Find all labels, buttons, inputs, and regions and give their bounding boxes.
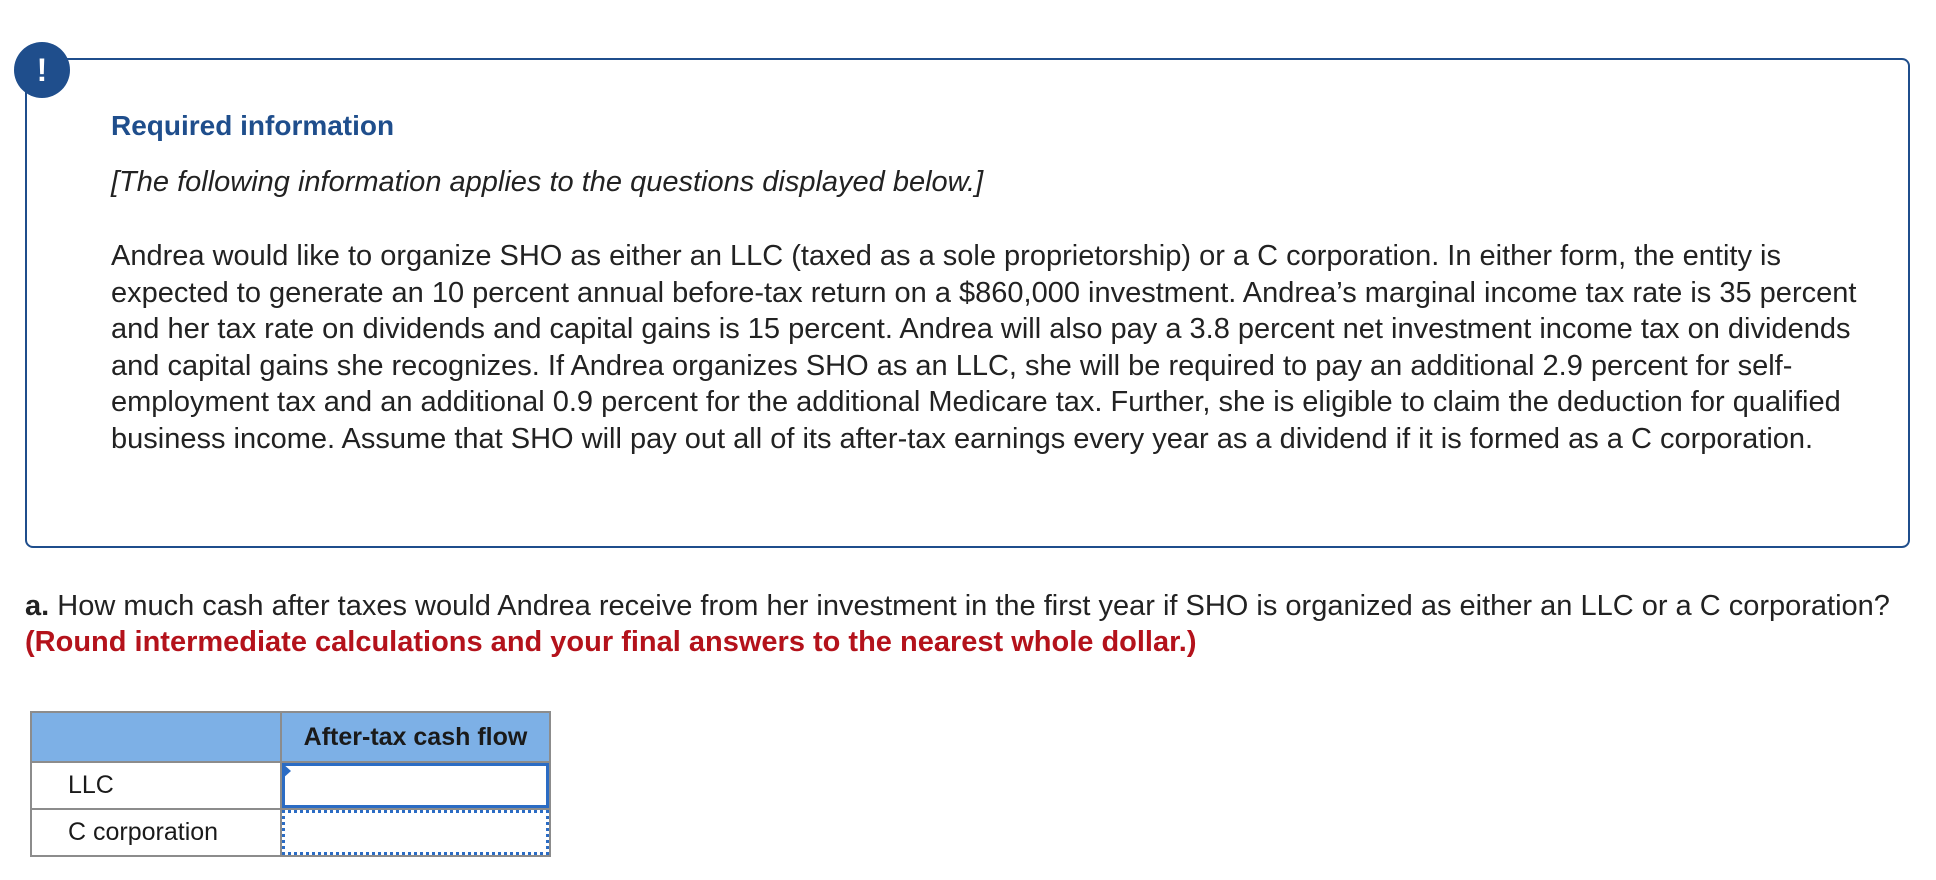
c-corporation-after-tax-cash-flow-input[interactable] [282,810,549,855]
column-header-after-tax-cash-flow: After-tax cash flow [281,712,550,762]
answer-table [30,711,551,857]
question-text: How much cash after taxes would Andrea receive from her investment in the first year if SHO is organized as either an LLC or a C corporation? [49,590,1890,622]
question-letter: a. [25,590,50,622]
question-instruction: (Round intermediate calculations and your final answers to the nearest whole dollar.) [25,626,1197,658]
alert-icon: ! [14,42,70,98]
llc-input-cell [281,762,550,809]
row-label-c-corporation: C corporation [31,809,281,856]
table-header-row [31,712,550,762]
question-a [25,588,1905,660]
table-row [31,809,550,856]
info-body: Andrea would like to organize SHO as either an LLC (taxed as a sole proprietorship) or a C corporation. In either form, the entity is expected to generate an 10 percent annual before-tax return on a $860,000 investment. Andrea’s marginal income tax rate is 35 percent and her tax rate on dividends and capital gains is 15 percent. Andrea will also pay a 3.8 percent net investment income tax on dividends and capital gains she recognizes. If Andrea organizes SHO as an LLC, she will be required to pay an additional 2.9 percent for self-employment tax and an additional 0.9 percent for the additional Medicare tax. Further, she is eligible to claim the deduction for qualified business income. Assume that SHO will pay out all of its after-tax earnings every year as a dividend if it is formed as a C corporation. [111,240,1857,455]
info-heading: Required information [111,110,395,141]
info-note: [The following information applies to the questions displayed below.] [111,166,984,198]
table-corner-cell [31,712,281,762]
llc-after-tax-cash-flow-input[interactable] [282,763,549,808]
row-label-llc: LLC [31,762,281,809]
c-corporation-input-cell [281,809,550,856]
table-row [31,762,550,809]
